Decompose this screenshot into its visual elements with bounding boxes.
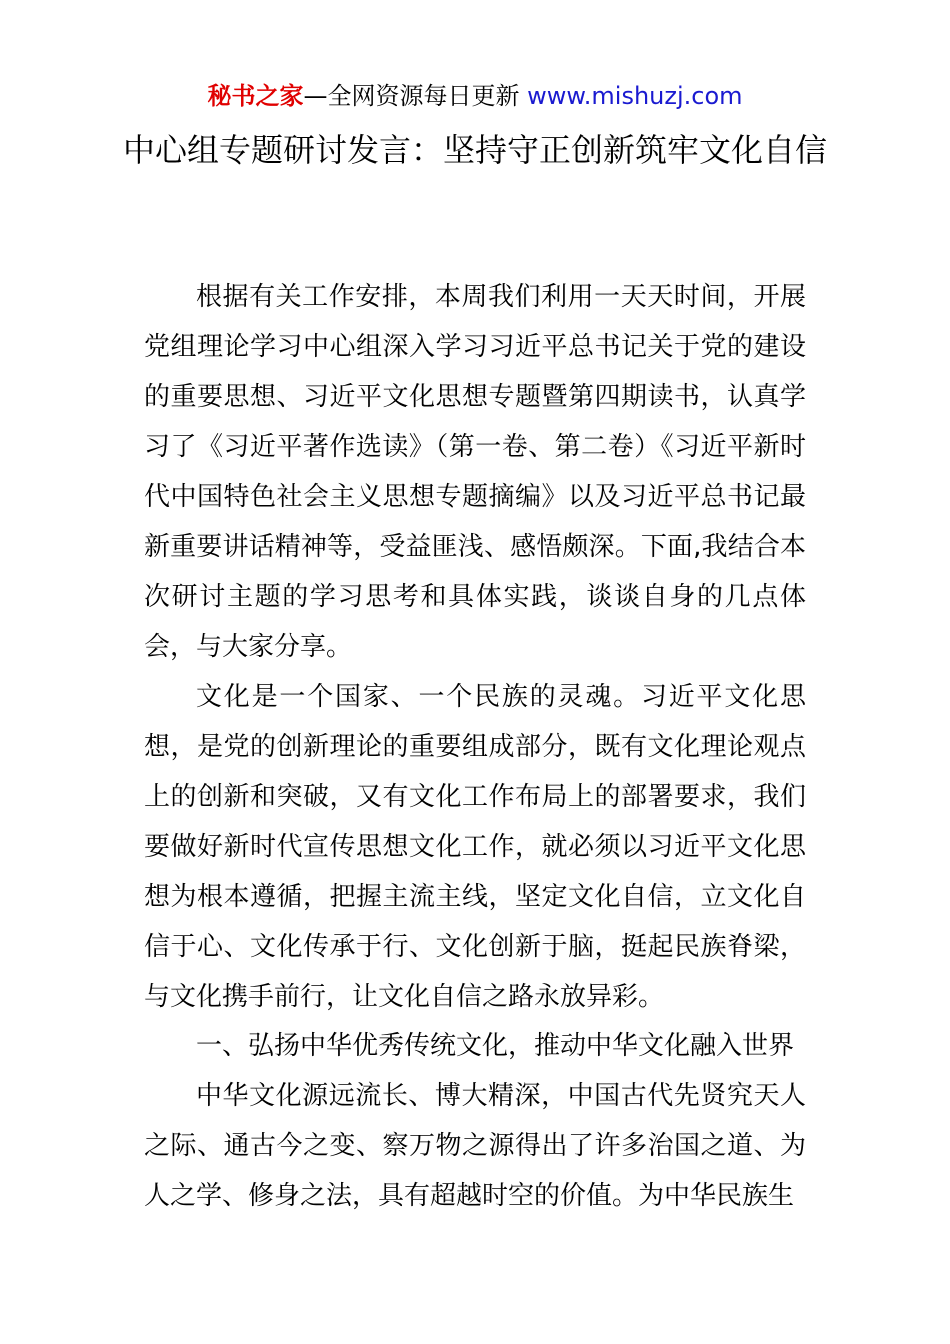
document-body [144, 272, 806, 1221]
body-paragraph-culture: 文化是一个国家、一个民族的灵魂。习近平文化思想，是党的创新理论的重要组成部分，既有文化理论观点上的创新和突破，又有文化工作布局上的部署要求，我们要做好新时代宣传思想文化工作，就必须以习近平文化思想为根本遵循，把握主流主线，坚定文化自信，立文化自信于心、文化传承于行、文化创新于脑，挺起民族脊梁，与文化携手前行，让文化自信之路永放异彩。 [144, 682, 806, 1012]
section-heading-1: 一、弘扬中华优秀传统文化，推动中华文化融入世界 [196, 1031, 795, 1061]
site-header-banner [0, 80, 950, 112]
site-brand-name: 秘书之家 [207, 82, 304, 110]
site-url-link[interactable]: www.mishuzj.com [527, 82, 743, 110]
section-1-paragraph: 中华文化源远流长、博大精深，中国古代先贤究天人之际、通古今之变、察万物之源得出了许多治国之道、为人之学、修身之法，具有超越时空的价值。为中华民族生 [144, 1081, 806, 1211]
document-title: 中心组专题研讨发言：坚持守正创新筑牢文化自信 [122, 131, 827, 169]
site-tagline: —全网资源每日更新 [303, 82, 520, 110]
body-paragraph-intro: 根据有关工作安排，本周我们利用一天天时间，开展党组理论学习中心组深入学习习近平总书记关于党的建设的重要思想、习近平文化思想专题暨第四期读书，认真学习了《习近平著作选读》（第一卷、第二卷）《习近平新时代中国特色社会主义思想专题摘编》以及习近平总书记最新重要讲话精神等，受益匪浅、感悟颇深。下面,我结合本次研讨主题的学习思考和具体实践，谈谈自身的几点体会，与大家分享。 [144, 282, 806, 662]
